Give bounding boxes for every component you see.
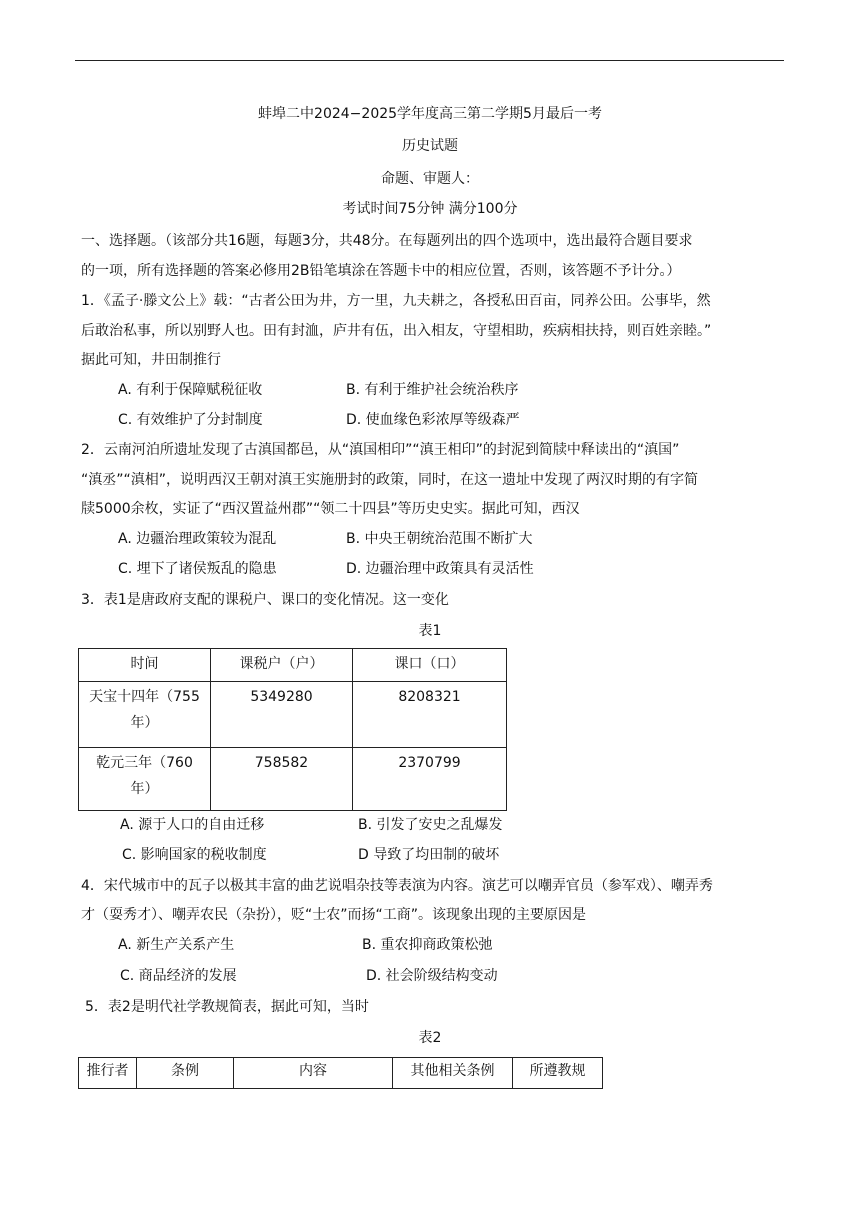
question-3-option-c: C. 影响国家的税收制度 xyxy=(122,847,267,863)
table-cell-households xyxy=(211,682,353,748)
table-1-caption: 表1 xyxy=(418,623,442,639)
question-4-option-a: A. 新生产关系产生 xyxy=(118,937,235,953)
question-4-text: 才（耍秀才）、嘲弄农民（杂扮），贬“士农”而扬“工商”。该现象出现的主要原因是 xyxy=(81,907,587,923)
table-2-caption: 表2 xyxy=(418,1030,442,1046)
header-article: 条例 xyxy=(171,1063,199,1079)
exam-info: 考试时间75分钟 满分100分 xyxy=(342,201,518,217)
row-1-time-line2: 年） xyxy=(130,715,159,731)
table-2 xyxy=(78,1057,603,1089)
question-3-option-b: B. 引发了安史之乱爆发 xyxy=(358,817,503,833)
row-1-households: 5349280 xyxy=(250,689,313,705)
table-header-cell xyxy=(79,1058,137,1089)
table-cell-time xyxy=(79,748,211,811)
header-rules: 所遵教规 xyxy=(529,1063,586,1079)
table-header-cell xyxy=(393,1058,513,1089)
header-time: 时间 xyxy=(130,656,159,672)
question-2-option-d: D. 边疆治理中政策具有灵活性 xyxy=(346,561,534,577)
table-cell-households xyxy=(211,748,353,811)
table-row xyxy=(79,748,507,811)
question-1-text: 据此可知，井田制推行 xyxy=(81,352,221,368)
question-1-option-a: A. 有利于保障赋税征收 xyxy=(118,382,263,398)
row-1-time-line1: 天宝十四年（755 xyxy=(89,689,200,705)
table-cell-persons xyxy=(353,748,507,811)
question-4-option-b: B. 重农抑商政策松弛 xyxy=(362,937,493,953)
question-2-text: 牍5000余枚，实证了“西汉置益州郡”“领二十四县”等历史史实。据此可知，西汉 xyxy=(81,501,580,517)
header-related: 其他相关条例 xyxy=(410,1063,495,1079)
header-content: 内容 xyxy=(299,1063,327,1079)
question-1-option-c: C. 有效维护了分封制度 xyxy=(118,412,263,428)
table-header-cell xyxy=(211,649,353,682)
question-2-option-a: A. 边疆治理政策较为混乱 xyxy=(118,531,277,547)
table-1 xyxy=(78,648,507,811)
table-header-cell xyxy=(353,649,507,682)
header-households: 课税户（户） xyxy=(239,656,324,672)
header-persons: 课口（口） xyxy=(394,656,465,672)
question-3-option-a: A. 源于人口的自由迁移 xyxy=(120,817,265,833)
table-header-row xyxy=(79,1058,603,1089)
question-2-option-b: B. 中央王朝统治范围不断扩大 xyxy=(346,531,533,547)
table-header-cell xyxy=(234,1058,393,1089)
question-1-option-b: B. 有利于维护社会统治秩序 xyxy=(346,382,519,398)
row-2-households: 758582 xyxy=(254,755,309,771)
table-row xyxy=(79,682,507,748)
table-header-cell xyxy=(79,649,211,682)
table-cell-time xyxy=(79,682,211,748)
subject-title: 历史试题 xyxy=(402,138,458,154)
row-2-time-line2: 年） xyxy=(130,781,159,797)
question-3-text: 3．表1是唐政府支配的课税户、课口的变化情况。这一变化 xyxy=(81,592,449,608)
row-2-persons: 2370799 xyxy=(398,755,461,771)
section-intro: 的一项，所有选择题的答案必修用2B铅笔填涂在答题卡中的相应位置，否则，该答题不予计分。） xyxy=(81,263,681,279)
row-2-time-line1: 乾元三年（760 xyxy=(96,755,193,771)
table-header-cell xyxy=(513,1058,603,1089)
question-5-text: 5．表2是明代社学教规简表，据此可知，当时 xyxy=(85,999,369,1015)
question-2-option-c: C. 埋下了诸侯叛乱的隐患 xyxy=(118,561,277,577)
exam-title: 蚌埠二中2024−2025学年度高三第二学期5月最后一考 xyxy=(258,106,602,122)
table-cell-persons xyxy=(353,682,507,748)
authors-line: 命题、审题人： xyxy=(381,171,479,187)
question-4-option-c: C. 商品经济的发展 xyxy=(120,968,237,984)
question-2-text: “滇丞”“滇相”，说明西汉王朝对滇王实施册封的政策，同时，在这一遗址中发现了两汉时期的有字简 xyxy=(81,472,699,488)
table-header-cell xyxy=(137,1058,234,1089)
row-1-persons: 8208321 xyxy=(398,689,461,705)
header-promoter: 推行者 xyxy=(86,1063,129,1079)
question-2-text: 2．云南河泊所遗址发现了古滇国都邑，从“滇国相印”“滇王相印”的封泥到简牍中释读出的“滇国” xyxy=(81,442,680,458)
question-4-text: 4．宋代城市中的瓦子以极其丰富的曲艺说唱杂技等表演为内容。演艺可以嘲弄官员（参军戏）、嘲弄秀 xyxy=(81,878,713,894)
question-3-option-d: D 导致了均田制的破坏 xyxy=(358,847,500,863)
table-header-row xyxy=(79,649,507,682)
question-1-option-d: D. 使血缘色彩浓厚等级森严 xyxy=(346,412,520,428)
header-rule xyxy=(75,60,784,61)
question-1-text: 后敢治私事，所以别野人也。田有封洫，庐井有伍，出入相友，守望相助，疾病相扶持，则百姓亲睦。” xyxy=(81,323,712,339)
section-intro: 一、选择题。（该部分共16题，每题3分，共48分。在每题列出的四个选项中，选出最符合题目要求 xyxy=(81,233,693,249)
question-1-text: 1．《孟子·滕文公上》载：“古者公田为井，方一里，九夫耕之，各授私田百亩，同养公田。公事毕，然 xyxy=(81,293,711,309)
question-4-option-d: D. 社会阶级结构变动 xyxy=(366,968,498,984)
